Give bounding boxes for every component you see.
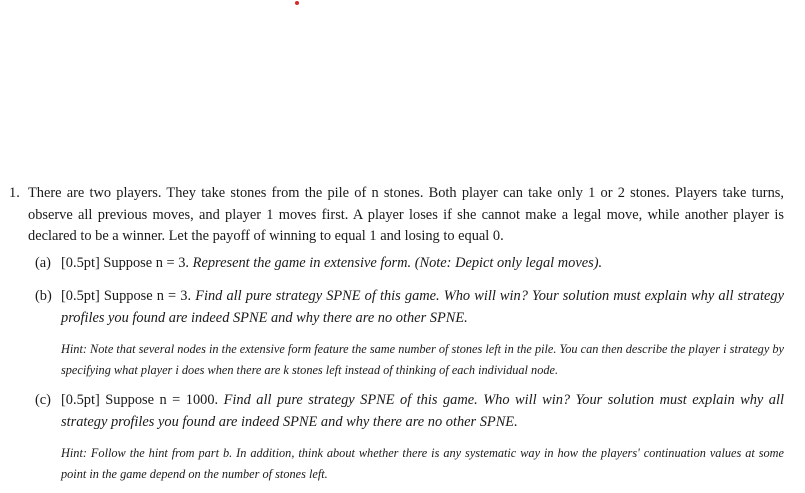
problem-1 [9, 183, 784, 485]
problem-number: 1. [9, 185, 20, 201]
part-c [9, 390, 784, 485]
part-c-hint: Hint: Follow the hint from part b. In addition, think about whether there is any systematic way in how the players' continuation values at some point in the game depend on the number of stones left. [61, 446, 784, 481]
part-c-body: Find all pure strategy SPNE of this game. Who will win? Your solution must explain why all strategy profiles you found are indeed SPNE and why there are no other SPNE. [61, 392, 784, 430]
part-a-text [61, 253, 784, 275]
part-b-body: Find all pure strategy SPNE of this game. Who will win? Your solution must explain why all strategy profiles you found are indeed SPNE and why there are no other SPNE. [61, 288, 784, 326]
part-c-label: (c) [35, 392, 51, 408]
part-a-prefix: [0.5pt] Suppose n = 3. [61, 254, 190, 271]
part-c-prefix: [0.5pt] Suppose n = 1000. [61, 392, 219, 408]
part-a-body: Represent the game in extensive form. (Note: Depict only legal moves). [192, 254, 603, 271]
part-a-label: (a) [35, 254, 51, 271]
problem-statement: There are two players. They take stones from the pile of n stones. Both player can take only 1 or 2 stones. Players take turns, observe all previous moves, and player 1 moves first. A player loses if she cannot make a legal move, while another player is declared to be a winner. Let the payoff of winning to equal 1 and losing to equal 0. [28, 185, 784, 244]
part-c-text [61, 390, 784, 433]
part-b-label: (b) [35, 288, 52, 304]
part-b-prefix: [0.5pt] Suppose n = 3. [61, 288, 192, 304]
part-a [9, 253, 784, 275]
part-b-text [61, 286, 784, 329]
part-b [9, 286, 784, 381]
red-dot-mark [295, 1, 299, 5]
part-b-hint: Hint: Note that several nodes in the extensive form feature the same number of stones left in the pile. You can then describe the player i strategy by specifying what player i does when there are k stones left instead of thinking of each individual node. [61, 342, 784, 377]
